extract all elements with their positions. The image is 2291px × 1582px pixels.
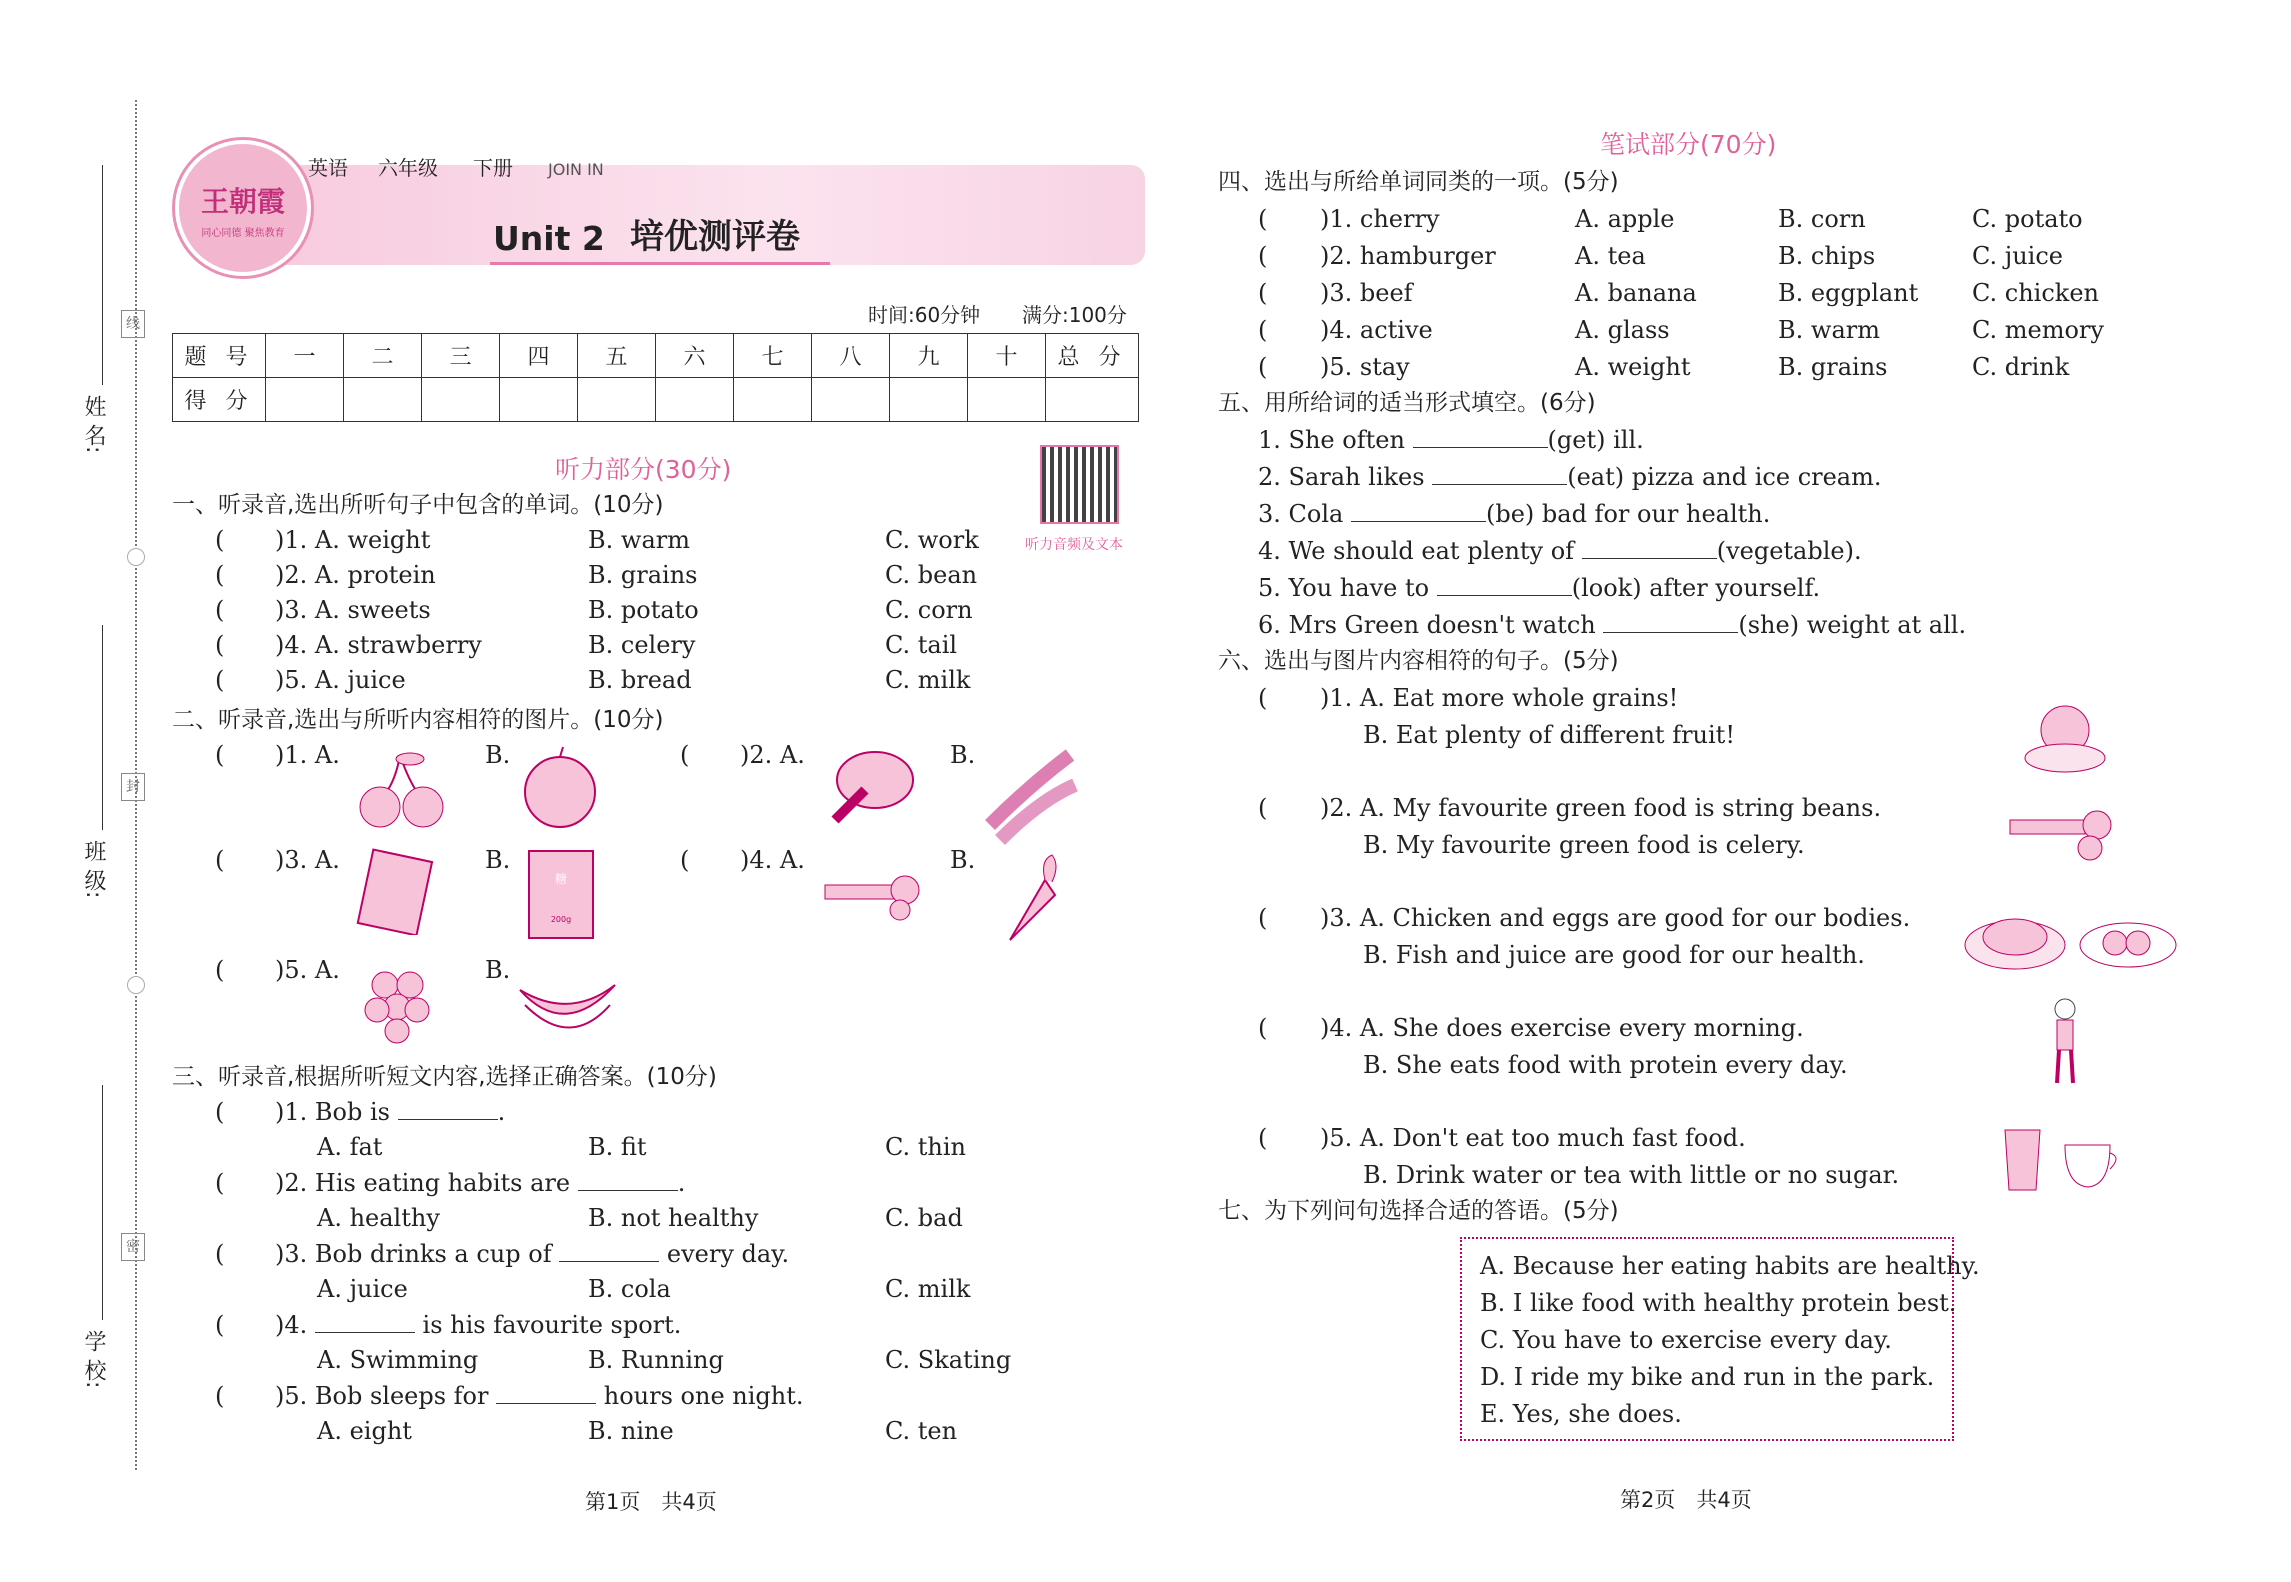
- s3-q2: [275, 1168, 685, 1198]
- s4-q4-c[interactable]: C. memory: [1972, 316, 2104, 344]
- s1-q3-b[interactable]: B. potato: [588, 596, 699, 624]
- s6-q4-b[interactable]: B. She eats food with protein every day.: [1363, 1051, 1848, 1079]
- brand-sub: 同心同德 聚焦教育: [201, 228, 285, 239]
- s3-q4: [275, 1310, 681, 1340]
- s4-q2: )2. hamburger: [1320, 242, 1496, 270]
- paren: (: [215, 1098, 225, 1126]
- s3-q3: [275, 1239, 789, 1269]
- paren: (: [1258, 316, 1268, 344]
- s5-q3-blank[interactable]: [1351, 499, 1486, 522]
- paren: (: [215, 741, 225, 769]
- s5-q5: [1258, 573, 1820, 603]
- s1-q2[interactable]: )2. A. protein: [275, 561, 436, 589]
- score-cell: 五: [578, 334, 656, 378]
- qr-code[interactable]: [1040, 445, 1119, 524]
- s1-q4[interactable]: )4. A. strawberry: [275, 631, 482, 659]
- s3-q3-blank[interactable]: [559, 1239, 659, 1262]
- score-cell: 得 分: [173, 378, 266, 422]
- score-input[interactable]: [1046, 378, 1139, 422]
- s3-q1-blank[interactable]: [398, 1097, 498, 1120]
- s5-q1-text: 1. She often: [1258, 426, 1405, 454]
- paren: (: [215, 1382, 225, 1410]
- s4-q2-a[interactable]: A. tea: [1575, 242, 1646, 270]
- paren: (: [215, 526, 225, 554]
- class-label: 班 级:: [81, 840, 106, 899]
- section-5-title: 五、用所给词的适当形式填空。(6分): [1218, 390, 1596, 416]
- s3-q4-a[interactable]: A. Swimming: [317, 1346, 479, 1374]
- s3-q1-text-end: .: [497, 1098, 506, 1126]
- qr-label: 听力音频及文本: [1025, 537, 1123, 553]
- score-input[interactable]: [890, 378, 968, 422]
- score-cell: 一: [266, 334, 344, 378]
- full-score: 满分:100分: [1022, 303, 1127, 327]
- score-input[interactable]: [500, 378, 578, 422]
- score-cell: 二: [344, 334, 422, 378]
- feng-label: 封: [121, 773, 145, 801]
- answer-option-e: E. Yes, she does.: [1480, 1400, 1682, 1428]
- page-footer-2: 第2页 共4页: [1620, 1488, 1752, 1512]
- unit-label: Unit 2: [493, 219, 605, 258]
- s5-q6: [1258, 610, 1966, 640]
- s4-q4: )4. active: [1320, 316, 1433, 344]
- cabbage-icon: [820, 745, 920, 830]
- s3-q1-a[interactable]: A. fat: [317, 1133, 383, 1161]
- s5-q5-text: 5. You have to: [1258, 574, 1430, 602]
- section-6-title: 六、选出与图片内容相符的句子。(5分): [1218, 648, 1619, 674]
- paren: (: [680, 741, 690, 769]
- score-cell: 六: [656, 334, 734, 378]
- s5-q6-hint: (she) weight at all.: [1738, 611, 1967, 639]
- s1-q4-b[interactable]: B. celery: [588, 631, 696, 659]
- sugar-pack-icon: [528, 850, 594, 939]
- paren: (: [215, 1311, 225, 1339]
- chocolate-icon: [355, 845, 440, 935]
- answer-option-d: D. I ride my bike and run in the park.: [1480, 1363, 1935, 1391]
- s5-q1-hint: (get) ill.: [1547, 426, 1644, 454]
- s2-q1-b-label[interactable]: B.: [485, 741, 511, 769]
- s4-q3-a[interactable]: A. banana: [1575, 279, 1697, 307]
- listening-heading: 听力部分(30分): [555, 455, 732, 484]
- s1-q2-b[interactable]: B. grains: [588, 561, 698, 589]
- s2-q2-b-label[interactable]: B.: [950, 741, 976, 769]
- celery-icon: [2005, 800, 2120, 870]
- s1-q2-c[interactable]: C. bean: [885, 561, 978, 589]
- banana-icon: [515, 965, 620, 1035]
- s3-q4-b[interactable]: B. Running: [588, 1346, 724, 1374]
- s3-q5-b[interactable]: B. nine: [588, 1417, 674, 1445]
- s3-q5: [275, 1381, 804, 1411]
- paren: (: [680, 846, 690, 874]
- s3-q2-text-end: .: [677, 1169, 686, 1197]
- paren: (: [215, 1169, 225, 1197]
- score-cell: 四: [500, 334, 578, 378]
- carrot-icon: [990, 850, 1070, 945]
- s6-q2-b[interactable]: B. My favourite green food is celery.: [1363, 831, 1805, 859]
- score-input[interactable]: [656, 378, 734, 422]
- class-line: [102, 625, 103, 830]
- s4-q4-b[interactable]: B. warm: [1778, 316, 1880, 344]
- name-line: [102, 165, 103, 385]
- s5-q5-hint: (look) after yourself.: [1571, 574, 1821, 602]
- score-input[interactable]: [812, 378, 890, 422]
- s3-q3-text-end: every day.: [666, 1240, 790, 1268]
- s3-q5-blank[interactable]: [496, 1381, 596, 1404]
- section-7-title: 七、为下列问句选择合适的答语。(5分): [1218, 1198, 1619, 1224]
- score-cell: 七: [734, 334, 812, 378]
- paren: (: [215, 561, 225, 589]
- s1-q1-b[interactable]: B. warm: [588, 526, 690, 554]
- s4-q3-c[interactable]: C. chicken: [1972, 279, 2099, 307]
- s2-q3-b-label[interactable]: B.: [485, 846, 511, 874]
- s3-q5-text: )5. Bob sleeps for: [275, 1382, 489, 1410]
- score-value-row: [173, 378, 1139, 422]
- school-label: 学 校:: [81, 1330, 106, 1389]
- s4-q1-b[interactable]: B. corn: [1778, 205, 1866, 233]
- chicken-eggs-icon: [1960, 905, 2180, 975]
- score-input[interactable]: [422, 378, 500, 422]
- s3-q5-c[interactable]: C. ten: [885, 1417, 958, 1445]
- section-4-title: 四、选出与所给单词同类的一项。(5分): [1218, 169, 1619, 195]
- s3-q3-c[interactable]: C. milk: [885, 1275, 971, 1303]
- xian-label: 线: [121, 310, 145, 338]
- s5-q3-text: 3. Cola: [1258, 500, 1344, 528]
- s5-q2-text: 2. Sarah likes: [1258, 463, 1425, 491]
- school-line: [102, 1085, 103, 1320]
- s2-q2[interactable]: )2. A.: [740, 741, 805, 769]
- s4-q2-b[interactable]: B. chips: [1778, 242, 1876, 270]
- grapes-icon: [355, 955, 440, 1050]
- s3-q3-a[interactable]: A. juice: [317, 1275, 408, 1303]
- s3-q4-blank[interactable]: [315, 1310, 415, 1333]
- name-label: 姓 名:: [81, 395, 106, 454]
- girl-exercising-icon: [2045, 995, 2085, 1090]
- s1-q4-c[interactable]: C. tail: [885, 631, 958, 659]
- s3-q3-b[interactable]: B. cola: [588, 1275, 671, 1303]
- s3-q2-a[interactable]: A. healthy: [317, 1204, 440, 1232]
- s4-q1-a[interactable]: A. apple: [1575, 205, 1675, 233]
- paren: (: [215, 1240, 225, 1268]
- s2-q1[interactable]: )1. A.: [275, 741, 340, 769]
- s1-q3[interactable]: )3. A. sweets: [275, 596, 431, 624]
- s5-q6-blank[interactable]: [1603, 610, 1738, 633]
- s6-q2-a[interactable]: )2. A. My favourite green food is string beans.: [1320, 794, 1882, 822]
- s3-q4-text: )4.: [275, 1311, 308, 1339]
- mi-label: 密: [121, 1233, 145, 1261]
- beans-icon: [980, 745, 1080, 845]
- exam-time: 时间:60分钟: [868, 303, 981, 327]
- fruit-bowl-icon: [2020, 700, 2115, 775]
- s2-q3[interactable]: )3. A.: [275, 846, 340, 874]
- s4-q5-c[interactable]: C. drink: [1972, 353, 2070, 381]
- paren: (: [1258, 1124, 1268, 1152]
- s5-q4: [1258, 536, 1862, 566]
- s2-q5-b-label[interactable]: B.: [485, 956, 511, 984]
- s3-q3-text: )3. Bob drinks a cup of: [275, 1240, 552, 1268]
- score-input[interactable]: [578, 378, 656, 422]
- score-table: [172, 333, 1139, 422]
- binding-circle: [127, 548, 145, 566]
- s1-q1[interactable]: )1. A. weight: [275, 526, 431, 554]
- s6-q4-a[interactable]: )4. A. She does exercise every morning.: [1320, 1014, 1804, 1042]
- answer-option-b: B. I like food with healthy protein best.: [1480, 1289, 1957, 1317]
- s5-q4-hint: (vegetable).: [1716, 537, 1862, 565]
- score-input[interactable]: [266, 378, 344, 422]
- s5-q3: [1258, 499, 1770, 529]
- s5-q1: [1258, 425, 1644, 455]
- s3-q2-text: )2. His eating habits are: [275, 1169, 571, 1197]
- paren: (: [215, 596, 225, 624]
- s4-q5: )5. stay: [1320, 353, 1410, 381]
- s3-q5-text-end: hours one night.: [603, 1382, 804, 1410]
- score-cell: 题 号: [173, 334, 266, 378]
- s3-q2-c[interactable]: C. bad: [885, 1204, 963, 1232]
- s4-q4-a[interactable]: A. glass: [1575, 316, 1670, 344]
- score-header-row: [173, 334, 1139, 378]
- s4-q1: )1. cherry: [1320, 205, 1440, 233]
- paren: (: [215, 666, 225, 694]
- s3-q4-text-end: is his favourite sport.: [422, 1311, 682, 1339]
- page-title: 培优测评卷: [630, 217, 800, 257]
- written-heading: 笔试部分(70分): [1600, 130, 1777, 159]
- s1-q5-b[interactable]: B. bread: [588, 666, 692, 694]
- s4-q3-b[interactable]: B. eggplant: [1778, 279, 1919, 307]
- water-tea-icon: [2000, 1125, 2125, 1195]
- s6-q5-b[interactable]: B. Drink water or tea with little or no sugar.: [1363, 1161, 1900, 1189]
- score-cell: 三: [422, 334, 500, 378]
- score-cell: 总 分: [1046, 334, 1139, 378]
- s3-q1: [275, 1097, 505, 1127]
- section-1-title: 一、听录音,选出所听句子中包含的单词。(10分): [172, 492, 664, 518]
- s4-q1-c[interactable]: C. potato: [1972, 205, 2083, 233]
- s3-q2-blank[interactable]: [578, 1168, 678, 1191]
- term-label: 下册: [473, 156, 513, 180]
- edition-label: JOIN IN: [548, 160, 604, 179]
- s5-q3-hint: (be) bad for our health.: [1485, 500, 1771, 528]
- section-2-title: 二、听录音,选出与所听内容相符的图片。(10分): [172, 707, 664, 733]
- s5-q2-blank[interactable]: [1432, 462, 1567, 485]
- s5-q4-text: 4. We should eat plenty of: [1258, 537, 1575, 565]
- s6-q5-a[interactable]: )5. A. Don't eat too much fast food.: [1320, 1124, 1746, 1152]
- paren: (: [215, 631, 225, 659]
- subject-label: 英语: [308, 156, 348, 180]
- s5-q1-blank[interactable]: [1413, 425, 1548, 448]
- s5-q2: [1258, 462, 1882, 492]
- s6-q1-a[interactable]: )1. A. Eat more whole grains!: [1320, 684, 1679, 712]
- paren: (: [1258, 684, 1268, 712]
- paren: (: [1258, 794, 1268, 822]
- s1-q3-c[interactable]: C. corn: [885, 596, 973, 624]
- answer-option-c: C. You have to exercise every day.: [1480, 1326, 1892, 1354]
- answer-option-a: A. Because her eating habits are healthy.: [1480, 1252, 1980, 1280]
- section-3-title: 三、听录音,根据所听短文内容,选择正确答案。(10分): [172, 1064, 717, 1090]
- page-footer-1: 第1页 共4页: [585, 1490, 717, 1514]
- paren: (: [1258, 1014, 1268, 1042]
- sugar-pack-weight: 200g: [550, 915, 572, 924]
- paren: (: [1258, 242, 1268, 270]
- score-cell: 十: [968, 334, 1046, 378]
- s4-q5-b[interactable]: B. grains: [1778, 353, 1888, 381]
- s6-q3-b[interactable]: B. Fish and juice are good for our health.: [1363, 941, 1865, 969]
- score-input[interactable]: [734, 378, 812, 422]
- score-cell: 八: [812, 334, 890, 378]
- s4-q2-c[interactable]: C. juice: [1972, 242, 2063, 270]
- celery-icon: [820, 860, 925, 930]
- s3-q2-b[interactable]: B. not healthy: [588, 1204, 759, 1232]
- binding-circle: [127, 976, 145, 994]
- title-underline: [490, 262, 830, 265]
- paren: (: [215, 846, 225, 874]
- grade-label: 六年级: [378, 156, 438, 180]
- s5-q6-text: 6. Mrs Green doesn't watch: [1258, 611, 1596, 639]
- score-input[interactable]: [344, 378, 422, 422]
- paren: (: [215, 956, 225, 984]
- s4-q3: )3. beef: [1320, 279, 1413, 307]
- s2-q4[interactable]: )4. A.: [740, 846, 805, 874]
- answer-options-box: [1460, 1237, 1980, 1441]
- s5-q5-blank[interactable]: [1437, 573, 1572, 596]
- s3-q5-a[interactable]: A. eight: [317, 1417, 412, 1445]
- s2-q5[interactable]: )5. A.: [275, 956, 340, 984]
- s3-q4-c[interactable]: C. Skating: [885, 1346, 1012, 1374]
- apple-icon: [515, 745, 605, 830]
- brand-logo: [175, 140, 311, 276]
- paren: (: [1258, 279, 1268, 307]
- paren: (: [1258, 205, 1268, 233]
- s4-q5-a[interactable]: A. weight: [1575, 353, 1691, 381]
- s3-q1-text: )1. Bob is: [275, 1098, 390, 1126]
- cherry-icon: [355, 745, 445, 830]
- s5-q4-blank[interactable]: [1582, 536, 1717, 559]
- s6-q1-b[interactable]: B. Eat plenty of different fruit!: [1363, 721, 1735, 749]
- score-cell: 九: [890, 334, 968, 378]
- s3-q1-c[interactable]: C. thin: [885, 1133, 966, 1161]
- paren: (: [1258, 904, 1268, 932]
- s5-q2-hint: (eat) pizza and ice cream.: [1567, 463, 1882, 491]
- paren: (: [1258, 353, 1268, 381]
- s3-q1-b[interactable]: B. fit: [588, 1133, 647, 1161]
- s1-q5[interactable]: )5. A. juice: [275, 666, 406, 694]
- sugar-pack-label: 糖: [554, 872, 567, 886]
- s6-q3-a[interactable]: )3. A. Chicken and eggs are good for our bodies.: [1320, 904, 1911, 932]
- s1-q1-c[interactable]: C. work: [885, 526, 979, 554]
- score-input[interactable]: [968, 378, 1046, 422]
- s2-q4-b-label[interactable]: B.: [950, 846, 976, 874]
- brand-name: 王朝霞: [200, 185, 285, 218]
- s1-q5-c[interactable]: C. milk: [885, 666, 971, 694]
